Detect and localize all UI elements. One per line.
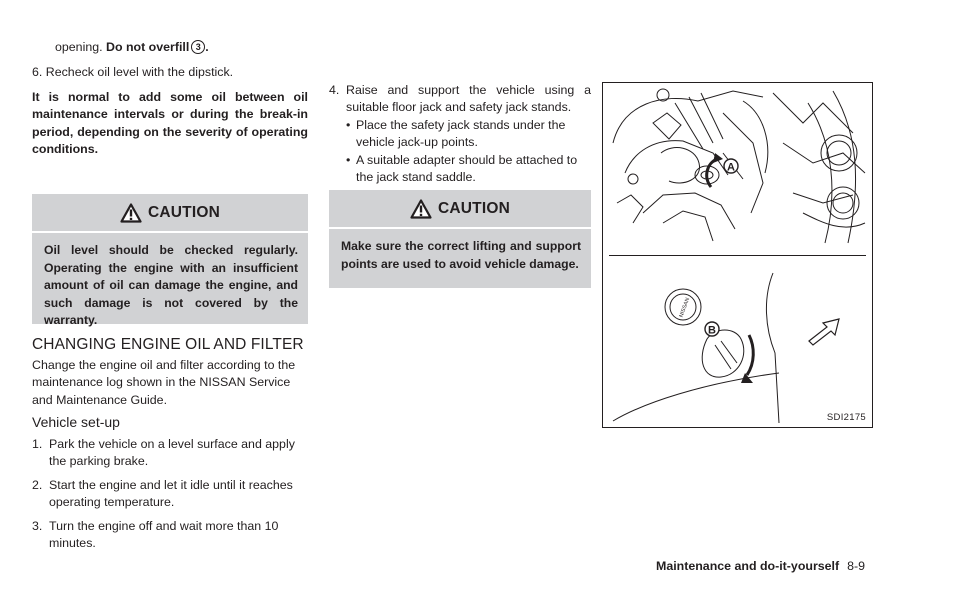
svg-text:NISSAN: NISSAN: [678, 297, 692, 319]
do-not-overfill: Do not overfill: [106, 40, 190, 54]
caution-header: [329, 190, 591, 227]
warning-triangle-icon: [410, 199, 432, 219]
page-footer: [656, 559, 865, 573]
step-1: 1. Park the vehicle on a level surface and apply the parking brake.: [32, 437, 295, 469]
caution-text: Make sure the correct lifting and support points are used to avoid vehicle damage.: [341, 239, 581, 271]
step-6: 6. Recheck oil level with the dipstick.: [32, 65, 234, 79]
warning-triangle-icon: [120, 203, 142, 223]
callout-b: [705, 322, 719, 337]
caution-label: CAUTION: [147, 203, 220, 221]
step-4: 4. Raise and support the vehicle using a suitable floor jack and safety jack stands.: [329, 83, 591, 115]
step-3: 3. Turn the engine off and wait more than 10 minutes.: [32, 519, 279, 551]
caution-box-lift: [329, 190, 591, 288]
direction-arrow-icon: [809, 319, 839, 345]
svg-text:B: B: [708, 324, 716, 337]
figure-separator: [609, 255, 866, 256]
caution-label: CAUTION: [437, 199, 510, 217]
figure-code: SDI2175: [826, 412, 866, 423]
section-heading: CHANGING ENGINE OIL AND FILTER: [32, 336, 304, 353]
continued-line: opening. Do not overfill 3 .: [55, 40, 209, 54]
callout-3: 3: [191, 40, 205, 54]
section-name: Maintenance and do-it-yourself: [656, 559, 840, 573]
bullet-item: • Place the safety jack stands under the vehicle jack-up points.: [346, 118, 566, 150]
caution-divider: [329, 227, 591, 229]
page-number: 8-9: [847, 559, 866, 573]
subheading-vehicle-setup: Vehicle set-up: [32, 414, 120, 430]
bullet-item: • A suitable adapter should be attached to the jack stand saddle.: [346, 153, 578, 185]
bullet-glyph: •: [346, 153, 351, 167]
section-intro: Change the engine oil and filter according to the maintenance log shown in the NISSAN Service and Maintenance Guide.: [32, 358, 296, 407]
caution-header: [32, 194, 308, 231]
caution-text: Oil level should be checked regularly. Operating the engine with an insufficient amount of oil can damage the engine, and such damage is not covered by the warranty.: [44, 243, 298, 327]
callout-a: [724, 159, 738, 174]
caution-divider: [32, 231, 308, 233]
step-2: 2. Start the engine and let it idle until it reaches operating temperature.: [32, 478, 293, 510]
oil-note: It is normal to add some oil between oil maintenance intervals or during the break-in period, depending on the severity of operating conditions.: [32, 90, 308, 157]
engine-figure: [602, 82, 873, 428]
bullet-glyph: •: [346, 118, 351, 132]
svg-text:A: A: [727, 161, 735, 174]
caution-box-oil: [32, 194, 308, 327]
